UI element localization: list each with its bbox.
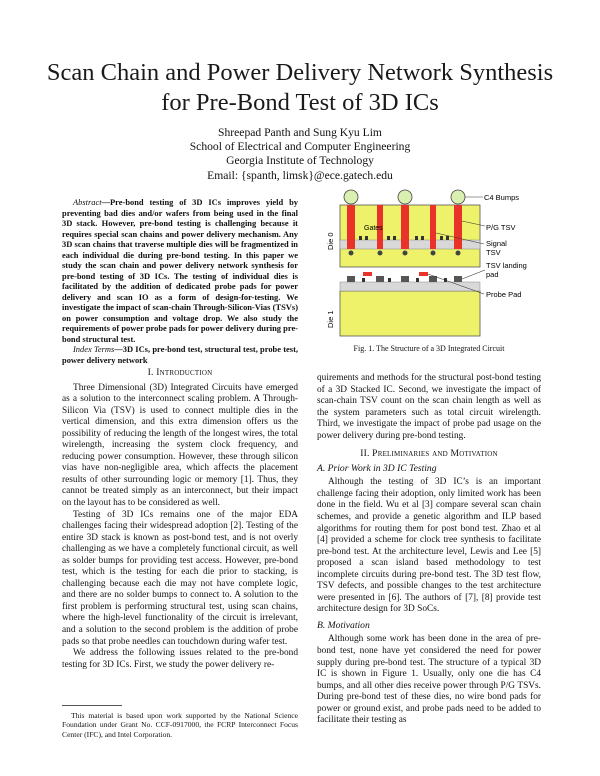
label-c4-bumps: C4 Bumps xyxy=(484,193,520,202)
die-1-metal-layer xyxy=(340,282,480,291)
label-pg-tsv: P/G TSV xyxy=(486,223,516,232)
pg-tsv xyxy=(347,205,355,249)
gate xyxy=(359,236,362,240)
label-gates: Gates xyxy=(364,225,383,232)
subsection-b-heading: B. Motivation xyxy=(317,619,370,631)
gate xyxy=(421,236,424,240)
title-line-1: Scan Chain and Power Delivery Network Synthesis xyxy=(46,59,554,86)
gate xyxy=(416,278,419,282)
intro-paragraph-2: Testing of 3D ICs remains one of the major EDA challenges facing their widespread adoption [2]. Testing of the entire 3D stack is known as post-bond test, and is not overly challenging as we have a completely functional circuit, as well as solder bumps for providing test access. However, pre-bond test, which is the testing for each die prior to stacking, is challenging because each die may not have complete logic, and there are no solder bumps to connect to. A solution to the first problem is performing structural test, using scan chains, where the high-level functionality of the circuit is irrelevant, and a solution to the second problem is the addition of probe pads so that probe needles can touchdown during wafer test. xyxy=(62,509,298,647)
author-department: School of Electrical and Computer Engineering xyxy=(189,140,411,154)
micro-bump xyxy=(431,251,436,256)
tsv-landing-pad xyxy=(347,276,355,282)
intro-paragraph-3-continued: quirements and methods for the structural post-bond testing of a 3D Stacked IC. Second, we investigate the impact of scan-chain TSV count on the scan chain length as well as the system parameters such as total circuit wirelength. Third, we investigate the impact of probe pad usage on the power delivery during pre-bond testing. xyxy=(317,373,541,441)
index-terms-lead: Index Terms xyxy=(73,344,115,354)
title-line-2: for Pre-Bond Test of 3D ICs xyxy=(161,89,439,116)
label-die-0: Die 0 xyxy=(326,232,335,250)
gate xyxy=(393,236,396,240)
index-terms-text: —3D ICs, pre-bond test, structural test, probe test, power delivery network xyxy=(62,344,298,365)
gate xyxy=(415,236,418,240)
tsv-landing-pad xyxy=(376,276,384,282)
probe-pad xyxy=(419,272,428,276)
subsection-a-heading: A. Prior Work in 3D IC Testing xyxy=(317,462,437,474)
micro-bump xyxy=(456,251,461,256)
micro-bump xyxy=(349,251,354,256)
gate xyxy=(362,278,365,282)
abstract-lead: Abstract xyxy=(73,197,102,207)
tsv-landing-pad xyxy=(401,276,409,282)
die-1-block xyxy=(340,291,480,336)
intro-paragraph-3: We address the following issues related to the pre-bond testing for 3D ICs. First, we study the power delivery re- xyxy=(62,648,298,670)
author-email: Email: {spanth, limsk}@ece.gatech.edu xyxy=(207,168,393,182)
right-column xyxy=(317,373,541,727)
motivation-paragraph: Although some work has been done in the area of pre-bond test, none have yet considered the need for power supply during pre-bond test. The structure of a typical 3D IC is shown in Figure 1. Usually, only one die has C4 bumps, and all other dies receive power through P/G TSVs. During pre-bond test of these dies, no wire bond pads for power or ground exist, and probe pads need to be added to facilitate their testing as xyxy=(317,634,541,726)
label-landing-pad-1: TSV landing xyxy=(486,261,527,270)
paper-title xyxy=(20,58,580,118)
abstract-text: —Pre-bond testing of 3D ICs improves yield by preventing bad dies and/or wafers from being used in the final 3D stack. However, pre-bond testing is challenging because it requires special scan chains and power delivery mechanism. Any 3D scan chains that traverse multiple dies will be fragmentized in each individual die during pre-bond testing. In this paper we study the scan chain and power delivery network synthesis for pre-bond testing of 3D ICs. The testing of individual dies is facilitated by the addition of dedicated probe pads for power delivery and scan IO as a form of design-for-testing. We investigate the impact of scan-chain Through-Silicon-Vias (TSVs) on power consumption and voltage drop. We also study the requirements of power probe pads for power delivery during pre-bond structural test. xyxy=(62,197,298,344)
author-block xyxy=(100,126,500,183)
signal-tsv xyxy=(430,205,436,249)
probe-pad xyxy=(363,272,372,276)
section-1-heading: I. Introduction xyxy=(147,367,213,378)
author-institution: Georgia Institute of Technology xyxy=(226,154,374,168)
gate xyxy=(388,278,391,282)
label-landing-pad-2: pad xyxy=(486,270,499,279)
figure-caption: Fig. 1. The Structure of a 3D Integrated Circuit xyxy=(353,344,505,353)
c4-bump xyxy=(344,190,358,204)
label-signal-tsv-1: Signal xyxy=(486,239,507,248)
leader-landing-pad xyxy=(462,270,485,279)
section-2-heading: II. Preliminaries and Motivation xyxy=(360,448,498,460)
intro-paragraph-1: Three Dimensional (3D) Integrated Circuits have emerged as a solution to the interconnect scaling problem. A Through-Silicon Via (TSV) is used to connect multiple dies in the vertical dimension, and this extra dimension offers us the possibility of reducing the length of the longest wires, the total wirelength, increasing the system clock frequency, and reducing power consumption. However, these through silicon vias have non-negligible area, which affects the placement results of other surrounding logic or memory [1]. Thus, they cannot be treated simply as an interconnect, but their impact on the layout has to be considered as well. xyxy=(62,382,298,509)
label-die-1: Die 1 xyxy=(326,310,335,328)
gate xyxy=(446,236,449,240)
footnote: This material is based upon work supported by the National Science Foundation under Grant No. CCF-0917000, the FCRP Interconnect Focus Center (IFC), and Intel Corporation. xyxy=(62,711,298,739)
gate xyxy=(365,236,368,240)
abstract xyxy=(62,197,298,365)
pg-tsv xyxy=(401,205,409,249)
tsv-landing-pad xyxy=(454,276,462,282)
micro-bump xyxy=(403,251,408,256)
left-column xyxy=(62,367,298,671)
pg-tsv xyxy=(454,205,462,249)
gate xyxy=(440,236,443,240)
author-names: Shreepad Panth and Sung Kyu Lim xyxy=(218,126,382,139)
c4-bump xyxy=(451,190,465,204)
label-signal-tsv-2: TSV xyxy=(486,248,501,257)
prior-work-paragraph: Although the testing of 3D IC’s is an important challenge facing their adoption, only limited work has been done in the field. Wu et al [3] compare several scan chain schemes, and provide a genetic algorithm and ILP based algorithms for routing them for post bond test. Zhao et al [4] provided a scheme for clock tree synthesis to facilitate pre-bond test. At the architecture level, Lewis and Lee [5] proposed a scan island based methodology to test incomplete circuits during pre-bond test. The 3D test flow, TSV defects, and possible changes to the test architecture were presented in [6]. The authors of [7], [8] provide test architecture design for 3D SoCs. xyxy=(317,477,541,615)
c4-bump xyxy=(398,190,412,204)
figure-3d-ic-structure xyxy=(318,188,540,340)
footnote-rule xyxy=(62,705,122,706)
micro-bump xyxy=(378,251,383,256)
label-probe-pad: Probe Pad xyxy=(486,290,522,299)
gate xyxy=(387,236,390,240)
